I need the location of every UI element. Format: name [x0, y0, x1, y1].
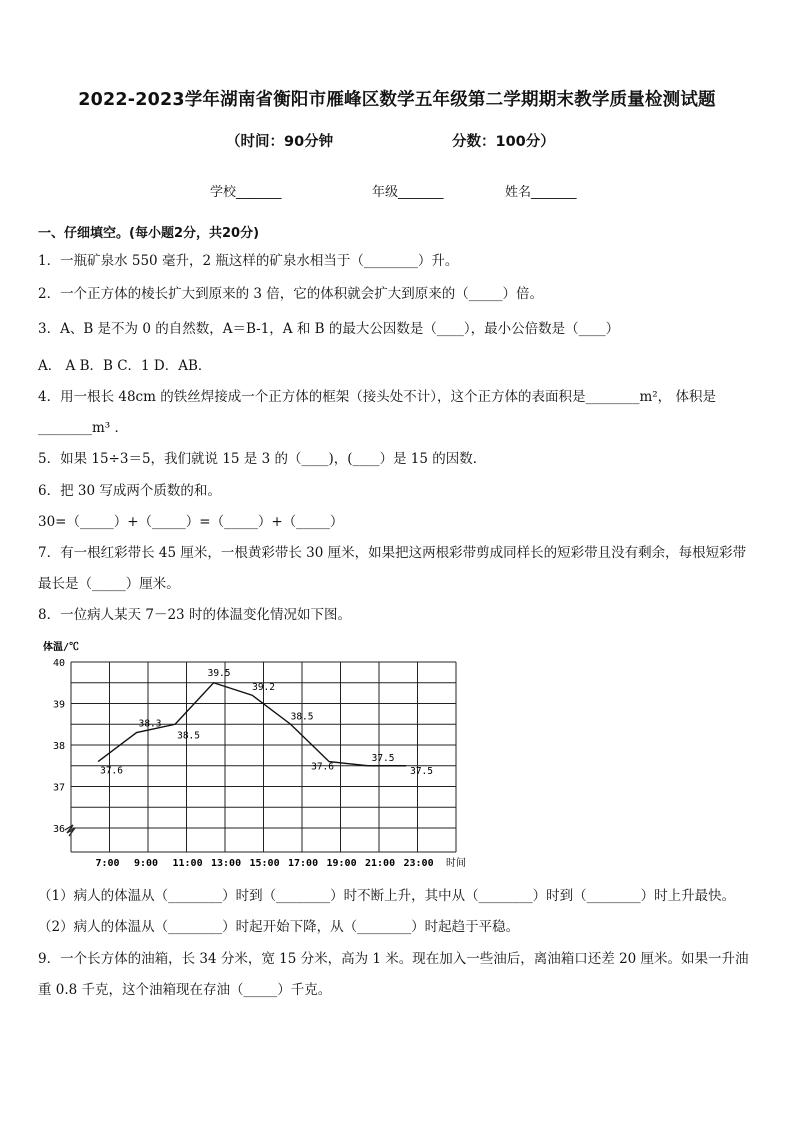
y-tick-label: 36 [53, 824, 66, 835]
data-label: 37.5 [371, 752, 395, 764]
data-label: 37.6 [311, 761, 334, 773]
name-field: 姓名_______ [505, 185, 577, 200]
grade-field: 年级_______ [372, 185, 444, 200]
x-tick-label: 23:00 [403, 858, 434, 869]
data-label: 37.5 [410, 765, 433, 777]
question-4-cont: ________m³ ． [38, 420, 129, 436]
y-tick-label: 40 [53, 658, 66, 669]
data-label: 39.2 [252, 682, 275, 694]
question-3-options: A． A B．B C．1 D．AB． [38, 358, 212, 374]
question-9-cont: 重 0.8 千克，这个油箱现在存油（_____）千克。 [38, 982, 332, 998]
x-tick-label: 15:00 [249, 858, 280, 869]
exam-score: 分数：100分） [452, 134, 555, 150]
question-9: 9．一个长方体的油箱，长 34 分米，宽 15 分米，高为 1 米。现在加入一些油后，离油箱口还差 20 厘米。如果一升油 [38, 951, 749, 967]
question-1: 1．一瓶矿泉水 550 毫升，2 瓶这样的矿泉水相当于（________）升。 [38, 253, 459, 269]
page-title: 2022-2023学年湖南省衡阳市雁峰区数学五年级第二学期期末教学质量检测试题 [78, 90, 716, 110]
axis-break-mark [65, 825, 75, 836]
x-tick-label: 9:00 [134, 858, 159, 869]
data-label: 37.6 [100, 765, 123, 777]
data-label: 38.3 [138, 718, 162, 730]
question-8-part-1: （1）病人的体温从（________）时到（________）时不断上升，其中从（________）时到（________）时上升最快。 [38, 888, 736, 904]
x-tick-label: 7:00 [95, 858, 120, 869]
question-2: 2．一个正方体的棱长扩大到原来的 3 倍，它的体积就会扩大到原来的（_____）倍。 [38, 286, 544, 302]
x-tick-label: 21:00 [365, 858, 396, 869]
question-3: 3．A、B 是不为 0 的自然数，A＝B-1，A 和 B 的最大公因数是（____），最小公倍数是（____） [38, 321, 620, 337]
x-axis-title: 时间 [446, 858, 466, 869]
y-tick-label: 37 [53, 782, 66, 794]
question-6-equation: 30=（_____）+（_____）=（_____）+（_____） [38, 514, 344, 530]
question-4: 4．用一根长 48cm 的铁丝焊接成一个正方体的框架（接头处不计），这个正方体的表面积是________m²， 体积是 [38, 389, 716, 405]
data-label: 38.5 [177, 730, 200, 742]
data-label: 38.5 [290, 711, 314, 723]
section-heading: 一、仔细填空。(每小题2分，共20分) [38, 226, 260, 241]
exam-time: （时间：90分钟 [226, 134, 334, 150]
x-tick-label: 19:00 [326, 858, 357, 869]
question-8-part-2: （2）病人的体温从（________）时起开始下降，从（________）时起趋于平稳。 [38, 919, 520, 935]
question-7: 7．有一根红彩带长 45 厘米，一根黄彩带长 30 厘米，如果把这两根彩带剪成同样长的短彩带且没有剩余，每根短彩带 [38, 545, 747, 561]
school-field: 学校_______ [210, 185, 282, 200]
y-axis-title: 体温/℃ [43, 642, 80, 653]
data-label: 39.5 [207, 667, 231, 679]
question-7-cont: 最长是（_____）厘米。 [38, 576, 180, 592]
temperature-line-chart [36, 634, 476, 870]
x-tick-label: 11:00 [172, 858, 203, 869]
question-5: 5．如果 15÷3＝5，我们就说 15 是 3 的（____)，(____）是 15 的因数． [38, 451, 487, 467]
question-6: 6．把 30 写成两个质数的和。 [38, 483, 221, 499]
x-tick-label: 13:00 [211, 858, 242, 869]
y-tick-label: 39 [53, 699, 66, 711]
y-tick-label: 38 [53, 741, 66, 752]
x-tick-label: 17:00 [288, 858, 319, 869]
question-8: 8．一位病人某天 7－23 时的体温变化情况如下图。 [38, 607, 351, 623]
